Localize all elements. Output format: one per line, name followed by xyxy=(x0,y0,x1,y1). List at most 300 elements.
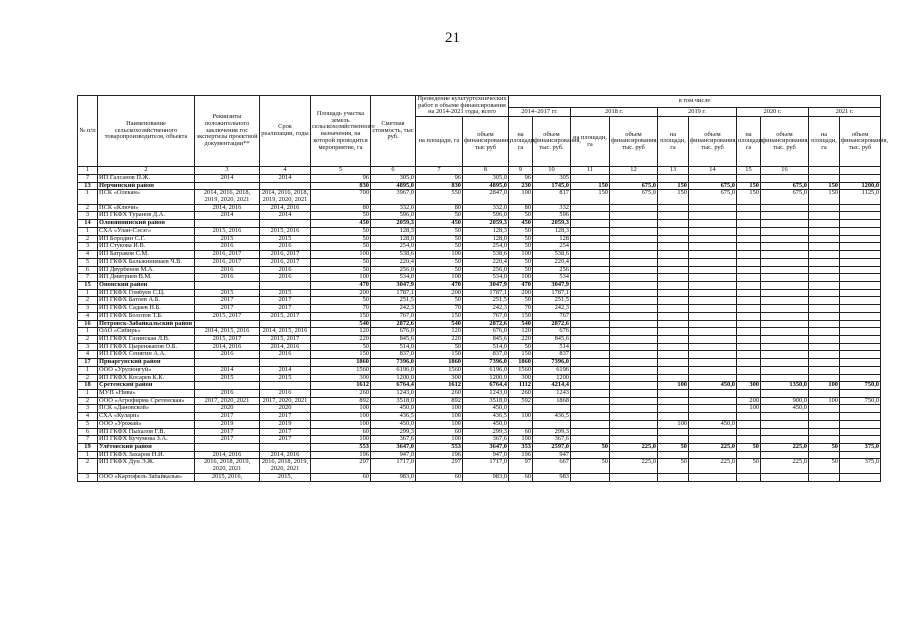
cell: 436,5 xyxy=(533,413,571,421)
cell: 305,0 xyxy=(463,174,509,182)
cell: 3 xyxy=(78,405,98,413)
cell xyxy=(840,212,881,220)
cell xyxy=(737,204,761,212)
cell: 254,0 xyxy=(371,243,416,251)
cell: 2014, 2016 xyxy=(260,451,311,459)
cell xyxy=(610,382,658,390)
cell xyxy=(571,212,610,220)
cell: 260 xyxy=(416,390,463,398)
cell: 256 xyxy=(533,266,571,274)
cell: 450 xyxy=(311,220,371,228)
cell: 470 xyxy=(509,281,533,289)
cell: 7396,0 xyxy=(533,359,571,367)
hdr-works: Проведение культуртехнических работ в объеме финансирования на 2014-2021 годы, всего xyxy=(417,95,507,116)
cell xyxy=(571,428,610,436)
row-name-cell: Ононский район xyxy=(98,281,195,289)
cell: 675,0 xyxy=(610,190,658,204)
cell: 2016 xyxy=(260,351,311,359)
cell: 2016, 2018, 2019, 2020, 2021 xyxy=(195,459,260,473)
cell: 450,0 xyxy=(689,420,737,428)
cell: 837 xyxy=(533,351,571,359)
cell xyxy=(737,351,761,359)
cell: 2014 xyxy=(260,366,311,374)
cell: 299,3 xyxy=(533,428,571,436)
hdr-year-area: на площади, га xyxy=(509,117,533,167)
cell: 100 xyxy=(809,397,840,405)
cell xyxy=(809,312,840,320)
cell xyxy=(737,413,761,421)
cell: 7 xyxy=(78,274,98,282)
cell: 1112 xyxy=(509,382,533,390)
cell xyxy=(689,281,737,289)
cell: 260 xyxy=(311,390,371,398)
row-name-cell: Улётовский район xyxy=(98,444,195,452)
cell: 947,0 xyxy=(371,451,416,459)
cell: 2016 xyxy=(260,266,311,274)
cell xyxy=(761,227,809,235)
table-row xyxy=(78,204,881,212)
cell xyxy=(571,405,610,413)
cell xyxy=(689,335,737,343)
cell: 667 xyxy=(533,459,571,473)
cell: 50 xyxy=(311,343,371,351)
cell xyxy=(658,266,689,274)
cell: 100 xyxy=(416,436,463,444)
cell: 675,0 xyxy=(761,182,809,190)
cell: 2016 xyxy=(195,266,260,274)
cell: 18 xyxy=(78,382,98,390)
cell xyxy=(737,227,761,235)
cell: 1 xyxy=(78,190,98,204)
cell xyxy=(658,235,689,243)
cell: 1 xyxy=(78,451,98,459)
cell: 2017 xyxy=(260,297,311,305)
cell: 120 xyxy=(311,328,371,336)
table-row xyxy=(78,266,881,274)
table-row xyxy=(78,243,881,251)
cell: 96 xyxy=(311,174,371,182)
col-index: 4 xyxy=(260,167,311,175)
cell xyxy=(737,174,761,182)
cell xyxy=(840,320,881,328)
cell: 19 xyxy=(78,444,98,452)
cell: 2016, 2017 xyxy=(195,251,260,259)
cell: 300 xyxy=(311,374,371,382)
cell: 2017 xyxy=(195,413,260,421)
cell: 2016 xyxy=(260,243,311,251)
cell: 150 xyxy=(311,312,371,320)
cell: 50 xyxy=(416,297,463,305)
cell: 100 xyxy=(809,382,840,390)
cell: 60 xyxy=(311,428,371,436)
row-name-cell: Оловяннинский район xyxy=(98,220,195,228)
cell: 50 xyxy=(509,266,533,274)
cell xyxy=(840,289,881,297)
cell xyxy=(840,243,881,251)
cell: 96 xyxy=(416,174,463,182)
cell xyxy=(689,235,737,243)
cell: 225,0 xyxy=(761,459,809,473)
table-row xyxy=(78,420,881,428)
table-row xyxy=(78,436,881,444)
cell: 553 xyxy=(311,444,371,452)
cell: 367,6 xyxy=(371,436,416,444)
col-index: 1 xyxy=(78,167,98,175)
cell: 514,0 xyxy=(463,343,509,351)
cell: 50 xyxy=(416,266,463,274)
cell: 7396,0 xyxy=(463,359,509,367)
cell: 2014, 2015, 2016 xyxy=(195,328,260,336)
cell xyxy=(610,212,658,220)
cell: 2016 xyxy=(260,390,311,398)
cell: 50 xyxy=(658,444,689,452)
cell: 200 xyxy=(509,289,533,297)
row-name-cell: ООО «Урулюнгуй» xyxy=(98,366,195,374)
cell xyxy=(809,320,840,328)
cell xyxy=(840,220,881,228)
hdr-incl: в том числе xyxy=(509,96,881,108)
hdr-year: 2019 г. xyxy=(658,107,737,116)
cell: 60 xyxy=(509,428,533,436)
cell xyxy=(571,366,610,374)
row-name-cell: СХА «Улан-Сэсэг» xyxy=(98,227,195,235)
cell xyxy=(658,343,689,351)
table-row xyxy=(78,190,881,204)
cell xyxy=(689,359,737,367)
cell: 1 xyxy=(78,366,98,374)
cell xyxy=(610,174,658,182)
col-index: 10 xyxy=(533,167,571,175)
cell xyxy=(689,397,737,405)
cell xyxy=(689,266,737,274)
col-index: 16 xyxy=(761,167,809,175)
cell xyxy=(737,343,761,351)
table-row xyxy=(78,405,881,413)
cell xyxy=(809,258,840,266)
cell: 2059,3 xyxy=(463,220,509,228)
cell xyxy=(658,227,689,235)
cell: 2014 xyxy=(195,174,260,182)
row-name-cell: ИП Бородин С.Г. xyxy=(98,235,195,243)
row-name-cell: СХА «Кулари» xyxy=(98,413,195,421)
hdr-area: Площадь участка земель сельскохозяйственного назначения, на которой проводится мероприятие, га xyxy=(311,96,371,167)
cell xyxy=(571,251,610,259)
cell: 150 xyxy=(809,190,840,204)
cell: 4895,0 xyxy=(463,182,509,190)
cell xyxy=(809,212,840,220)
cell: 675,0 xyxy=(610,182,658,190)
cell: 196 xyxy=(311,451,371,459)
cell xyxy=(761,413,809,421)
cell: 100 xyxy=(311,405,371,413)
cell xyxy=(658,251,689,259)
cell: 837,0 xyxy=(371,351,416,359)
cell: 2016, 2018, 2019, 2020, 2021 xyxy=(260,459,311,473)
hdr-year: 2021 г. xyxy=(809,107,881,116)
cell: 299,3 xyxy=(463,428,509,436)
cell xyxy=(840,328,881,336)
region-row xyxy=(78,359,881,367)
cell: 305 xyxy=(533,174,571,182)
cell: 100 xyxy=(416,251,463,259)
cell: 50 xyxy=(509,212,533,220)
cell: 470 xyxy=(416,281,463,289)
cell xyxy=(809,335,840,343)
cell xyxy=(737,366,761,374)
cell: 15 xyxy=(78,281,98,289)
cell: 254 xyxy=(533,243,571,251)
cell: 767 xyxy=(533,312,571,320)
cell xyxy=(571,343,610,351)
cell: 128,0 xyxy=(371,235,416,243)
hdr-year: 2014–2017 гг. xyxy=(509,107,571,116)
cell: 540 xyxy=(416,320,463,328)
cell: 436,5 xyxy=(463,413,509,421)
cell: 2 xyxy=(78,459,98,473)
cell: 3647,0 xyxy=(371,444,416,452)
cell: 6764,4 xyxy=(463,382,509,390)
cell xyxy=(840,266,881,274)
cell xyxy=(689,174,737,182)
cell: 2015, 2016 xyxy=(260,227,311,235)
cell: 2017 xyxy=(195,436,260,444)
cell: 230 xyxy=(509,182,533,190)
cell xyxy=(610,413,658,421)
cell: 1717,0 xyxy=(463,459,509,473)
cell: 220,4 xyxy=(533,258,571,266)
table-row xyxy=(78,328,881,336)
cell: 299,3 xyxy=(371,428,416,436)
cell: 353 xyxy=(509,444,533,452)
cell: 700 xyxy=(311,190,371,204)
cell: 2597,0 xyxy=(533,444,571,452)
hdr-details: Реквизиты положительного заключения гос экспертизы проектной документации** xyxy=(195,96,260,167)
cell xyxy=(689,320,737,328)
cell: 2016, 2017 xyxy=(260,251,311,259)
cell xyxy=(761,320,809,328)
cell: 2017 xyxy=(195,305,260,313)
cell: 767,0 xyxy=(463,312,509,320)
cell: 2017 xyxy=(260,305,311,313)
cell xyxy=(840,428,881,436)
cell: 2019 xyxy=(195,420,260,428)
cell: 2017 xyxy=(195,428,260,436)
hdr-term: Срок реализации, годы xyxy=(260,96,311,167)
cell: 225,0 xyxy=(761,444,809,452)
cell xyxy=(840,413,881,421)
col-index: 13 xyxy=(658,167,689,175)
cell xyxy=(689,328,737,336)
cell: 2015 xyxy=(195,235,260,243)
cell xyxy=(689,297,737,305)
cell: 150 xyxy=(509,312,533,320)
cell: 676,0 xyxy=(463,328,509,336)
cell xyxy=(737,335,761,343)
cell: 1860 xyxy=(311,359,371,367)
hdr-year-fin: объем финансирования, тыс. руб xyxy=(761,117,809,167)
cell xyxy=(809,405,840,413)
cell xyxy=(658,258,689,266)
cell xyxy=(571,289,610,297)
cell xyxy=(761,328,809,336)
cell: 1200,0 xyxy=(840,182,881,190)
cell xyxy=(610,397,658,405)
table-row xyxy=(78,390,881,398)
cell: 50 xyxy=(809,459,840,473)
cell: 830 xyxy=(311,182,371,190)
cell xyxy=(689,366,737,374)
cell: 2017 xyxy=(260,413,311,421)
row-name-cell: ИП Батраков С.М. xyxy=(98,251,195,259)
cell: 2014 xyxy=(260,174,311,182)
cell: 2 xyxy=(78,397,98,405)
cell xyxy=(689,473,737,481)
row-name-cell: ООО «Агрофирма Сретенская» xyxy=(98,397,195,405)
cell: 60 xyxy=(416,428,463,436)
cell: 1243 xyxy=(533,390,571,398)
row-name-cell: Петровск-Забайкальский район xyxy=(98,320,195,328)
cell: 436,5 xyxy=(371,413,416,421)
cell xyxy=(689,227,737,235)
cell xyxy=(195,281,260,289)
cell: 260 xyxy=(509,390,533,398)
cell xyxy=(840,420,881,428)
cell: 50 xyxy=(509,343,533,351)
cell xyxy=(809,351,840,359)
cell xyxy=(737,243,761,251)
cell xyxy=(610,297,658,305)
cell: 1243,0 xyxy=(463,390,509,398)
cell: 2016 xyxy=(195,243,260,251)
cell xyxy=(809,289,840,297)
cell: 4 xyxy=(78,351,98,359)
cell: 2 xyxy=(78,204,98,212)
row-name-cell: ИП ГКФХ Цыренжапов О.Б. xyxy=(98,343,195,351)
row-name-cell: ИП ГКФХ Гомбуев С.Ц. xyxy=(98,289,195,297)
cell: 4 xyxy=(78,312,98,320)
cell xyxy=(840,366,881,374)
table-row xyxy=(78,227,881,235)
cell: 2014 xyxy=(260,212,311,220)
col-index: 15 xyxy=(737,167,761,175)
row-name-cell: ОАО «Сибирь» xyxy=(98,328,195,336)
cell xyxy=(809,281,840,289)
cell: 983,0 xyxy=(371,473,416,481)
cell: 50 xyxy=(311,243,371,251)
cell xyxy=(610,251,658,259)
cell xyxy=(571,281,610,289)
hdr-year-fin: объем финансирования, тыс. руб xyxy=(689,117,737,167)
cell: 50 xyxy=(809,444,840,452)
hdr-year-area: на площади, га xyxy=(571,117,610,167)
cell: 6196 xyxy=(533,366,571,374)
cell: 2017, 2020, 2021 xyxy=(260,397,311,405)
cell xyxy=(610,305,658,313)
cell xyxy=(840,204,881,212)
cell xyxy=(840,251,881,259)
cell: 538,6 xyxy=(371,251,416,259)
cell: 100 xyxy=(658,382,689,390)
cell: 470 xyxy=(311,281,371,289)
cell: 367,6 xyxy=(463,436,509,444)
cell: 50 xyxy=(311,297,371,305)
col-index: 3 xyxy=(195,167,260,175)
cell xyxy=(689,243,737,251)
cell xyxy=(761,220,809,228)
cell xyxy=(840,359,881,367)
row-name-cell: ИП Двурбенов М.А. xyxy=(98,266,195,274)
cell: 3 xyxy=(78,473,98,481)
cell: 2059,3 xyxy=(533,220,571,228)
cell: 128,3 xyxy=(533,227,571,235)
cell: 2015, 2016, xyxy=(195,473,260,481)
cell xyxy=(761,235,809,243)
region-row xyxy=(78,220,881,228)
cell: 120 xyxy=(509,328,533,336)
cell: 2019 xyxy=(260,420,311,428)
cell: 2016 xyxy=(195,351,260,359)
cell: 220,4 xyxy=(371,258,416,266)
cell xyxy=(761,266,809,274)
row-name-cell: ИП ГКФХ Туранов Д.А. xyxy=(98,212,195,220)
cell: 450,0 xyxy=(371,405,416,413)
cell: 100 xyxy=(509,190,533,204)
cell: 450,0 xyxy=(761,405,809,413)
table-row xyxy=(78,274,881,282)
cell xyxy=(571,235,610,243)
cell: 1787,1 xyxy=(463,289,509,297)
row-name-cell: ИП ГКФХ Пыхалов Г.В. xyxy=(98,428,195,436)
table-row xyxy=(78,473,881,481)
cell xyxy=(533,420,571,428)
row-name-cell: ИП ГКФХ Садаев Н.Б. xyxy=(98,305,195,313)
cell: 2016 xyxy=(195,390,260,398)
row-name-cell: ООО «Картофель Забайкалья» xyxy=(98,473,195,481)
cell xyxy=(658,405,689,413)
cell xyxy=(840,335,881,343)
cell: 2 xyxy=(78,235,98,243)
row-name-cell: ПСК «Олекан» xyxy=(98,190,195,204)
cell: 200 xyxy=(737,397,761,405)
table-row xyxy=(78,212,881,220)
cell xyxy=(571,297,610,305)
cell xyxy=(610,266,658,274)
cell xyxy=(737,320,761,328)
cell xyxy=(809,251,840,259)
cell: 367,6 xyxy=(533,436,571,444)
cell xyxy=(689,312,737,320)
cell xyxy=(737,274,761,282)
cell: 225,0 xyxy=(689,459,737,473)
cell: 1860 xyxy=(509,359,533,367)
cell xyxy=(737,289,761,297)
cell: 2 xyxy=(78,374,98,382)
cell: 2014, 2016 xyxy=(195,451,260,459)
cell xyxy=(610,374,658,382)
cell xyxy=(809,235,840,243)
cell: 50 xyxy=(737,459,761,473)
cell: 128,3 xyxy=(371,227,416,235)
cell: 1125,0 xyxy=(840,190,881,204)
cell: 1860 xyxy=(416,359,463,367)
cell: 50 xyxy=(311,235,371,243)
cell: 225,0 xyxy=(610,459,658,473)
cell xyxy=(610,335,658,343)
cell xyxy=(658,335,689,343)
region-row xyxy=(78,382,881,390)
hdr-works-fin: объем финансирования, тыс руб xyxy=(463,117,509,167)
cell: 300 xyxy=(509,374,533,382)
